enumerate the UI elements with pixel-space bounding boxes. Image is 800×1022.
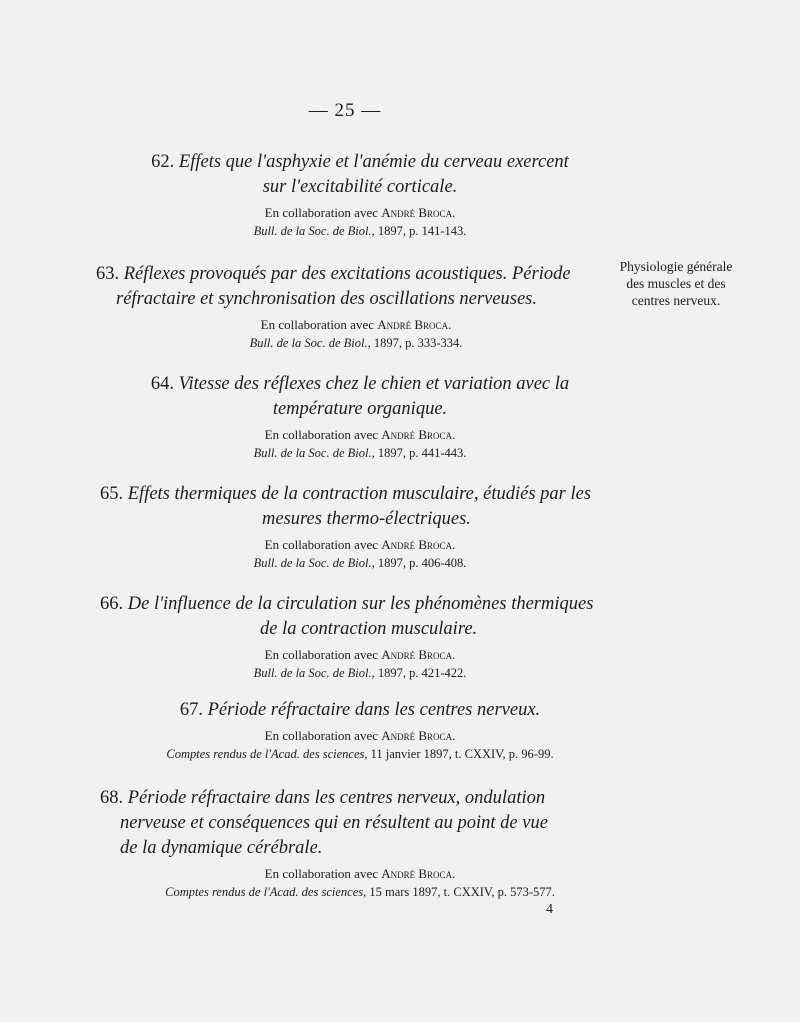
title-line: sur l'excitabilité corticale. — [262, 177, 458, 197]
entry-number: 67. — [179, 700, 203, 720]
collaboration-note — [100, 204, 620, 222]
ref-journal: Bull. de la Soc. de Biol., — [253, 446, 375, 460]
reference — [100, 444, 620, 462]
title-line: Effets que l'asphyxie et l'anémie du cerveau exercent — [178, 152, 569, 172]
collaboration-note — [100, 727, 620, 745]
entry-number: 62. — [151, 152, 175, 172]
ref-journal: Comptes rendus de l'Acad. des sciences, — [166, 747, 368, 761]
ref-detail: 1897, p. 441-443. — [377, 446, 467, 460]
page-number: — 25 — — [308, 100, 382, 121]
collab-name: André Broca. — [381, 427, 456, 442]
entry-63 — [96, 262, 616, 352]
collab-name: André Broca. — [377, 317, 452, 332]
title-line: de la contraction musculaire. — [260, 619, 478, 639]
signature-mark: 4 — [546, 902, 553, 917]
entry-title — [100, 592, 620, 642]
ref-detail: 1897, p. 421-422. — [377, 666, 467, 680]
entry-number: 65. — [100, 484, 124, 504]
collaboration-note — [100, 536, 620, 554]
reference — [100, 554, 620, 572]
collab-name: André Broca. — [381, 866, 456, 881]
reference — [100, 883, 620, 901]
ref-journal: Bull. de la Soc. de Biol., — [253, 556, 375, 570]
entry-number: 64. — [150, 374, 174, 394]
title-line: mesures thermo-électriques. — [262, 509, 471, 529]
title-line: température organique. — [272, 399, 448, 419]
collab-prefix: En collaboration avec — [264, 728, 378, 743]
title-line: de la dynamique cérébrale. — [120, 838, 323, 858]
title-line: Réflexes provoqués par des excitations acoustiques. Période — [123, 264, 571, 284]
entry-number: 66. — [100, 594, 124, 614]
entry-title — [100, 482, 620, 532]
ref-journal: Bull. de la Soc. de Biol., — [253, 666, 375, 680]
collaboration-note — [100, 426, 620, 444]
entry-65 — [100, 482, 620, 572]
ref-detail: 1897, p. 333-334. — [373, 336, 463, 350]
ref-journal: Comptes rendus de l'Acad. des sciences, — [165, 885, 367, 899]
entry-title — [100, 372, 620, 422]
collab-prefix: En collaboration avec — [264, 647, 378, 662]
reference — [100, 222, 620, 240]
reference — [100, 745, 620, 763]
collaboration-note — [100, 865, 620, 883]
collaboration-note — [96, 316, 616, 334]
entry-title — [100, 150, 620, 200]
collab-name: André Broca. — [381, 537, 456, 552]
title-line: Période réfractaire dans les centres nerveux, ondulation — [127, 788, 546, 808]
title-line: Effets thermiques de la contraction musculaire, étudiés par les — [127, 484, 592, 504]
collab-prefix: En collaboration avec — [264, 537, 378, 552]
title-line: Période réfractaire dans les centres nerveux. — [207, 700, 541, 720]
entry-title — [96, 262, 616, 312]
collab-name: André Broca. — [381, 728, 456, 743]
entry-number: 63. — [96, 264, 120, 284]
collab-prefix: En collaboration avec — [264, 866, 378, 881]
collab-name: André Broca. — [381, 205, 456, 220]
reference — [96, 334, 616, 352]
collaboration-note — [100, 646, 620, 664]
margin-note: Physiologie générale des muscles et des centres nerveux. — [619, 259, 733, 308]
entry-title — [100, 786, 620, 861]
title-line: réfractaire et synchronisation des oscillations nerveuses. — [116, 289, 537, 309]
entry-number: 68. — [100, 788, 124, 808]
ref-detail: 1897, p. 406-408. — [377, 556, 467, 570]
ref-detail: 1897, p. 141-143. — [377, 224, 467, 238]
entry-67 — [100, 698, 620, 763]
collab-name: André Broca. — [381, 647, 456, 662]
collab-prefix: En collaboration avec — [260, 317, 374, 332]
collab-prefix: En collaboration avec — [264, 427, 378, 442]
reference — [100, 664, 620, 682]
entry-68 — [100, 786, 620, 901]
entry-64 — [100, 372, 620, 462]
title-line: Vitesse des réflexes chez le chien et variation avec la — [178, 374, 570, 394]
title-line: nerveuse et conséquences qui en résultent au point de vue — [120, 813, 548, 833]
entry-62 — [100, 150, 620, 240]
ref-detail: 15 mars 1897, t. CXXIV, p. 573-577. — [369, 885, 555, 899]
ref-detail: 11 janvier 1897, t. CXXIV, p. 96-99. — [370, 747, 554, 761]
ref-journal: Bull. de la Soc. de Biol., — [253, 224, 375, 238]
collab-prefix: En collaboration avec — [264, 205, 378, 220]
title-line: De l'influence de la circulation sur les phénomènes thermiques — [127, 594, 594, 614]
ref-journal: Bull. de la Soc. de Biol., — [249, 336, 371, 350]
entry-66 — [100, 592, 620, 682]
entry-title — [100, 698, 620, 723]
